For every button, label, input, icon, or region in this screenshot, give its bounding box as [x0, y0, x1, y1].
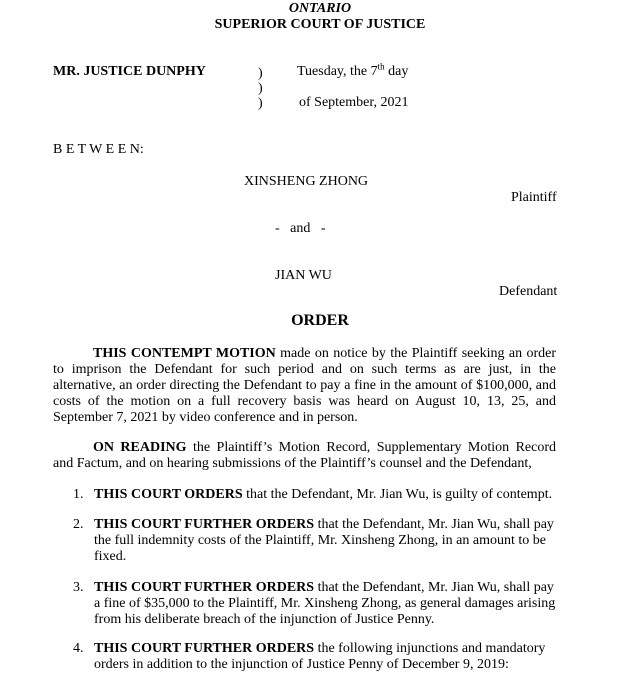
- date-suffix: day: [384, 64, 409, 79]
- plaintiff-name: XINSHENG ZHONG: [244, 174, 369, 189]
- order-item: [94, 580, 558, 628]
- motion-lead: THIS CONTEMPT MOTION: [93, 346, 276, 361]
- order-text: that the Defendant, Mr. Jian Wu, shall pay the full indemnity costs of the Plaintiff, Mr. Xinsheng Zhong, in an amount to be fixed.: [94, 517, 554, 564]
- motion-text: made on notice by the Plaintiff seeking an order to imprison the Defendant for such period and on such terms as are just, in the alternative, an order directing the Defendant to pay a fine in the amount of $100,000, and costs of the motion on a full recovery basis was heard on August 10, 13, 25, and September 7, 2021 by video conference and in person.: [53, 346, 556, 425]
- order-lead: THIS COURT FURTHER ORDERS: [94, 641, 315, 656]
- order-number: 4.: [73, 641, 84, 656]
- and-separator: - and -: [275, 221, 326, 236]
- order-item: [94, 517, 558, 565]
- hearing-date-line2: of September, 2021: [299, 95, 409, 110]
- caption-bracket: ): [258, 66, 263, 81]
- order-text: the following injunctions and mandatory orders in addition to the injunction of Justice Penny of December 9, 2019:: [94, 641, 546, 672]
- order-text: that the Defendant, Mr. Jian Wu, is guilty of contempt.: [242, 487, 553, 502]
- caption-bracket: ): [258, 81, 263, 96]
- reading-lead: ON READING: [93, 440, 187, 455]
- jurisdiction-heading: ONTARIO: [288, 1, 352, 16]
- caption-bracket: ): [258, 96, 263, 111]
- reading-paragraph: [53, 440, 556, 472]
- order-number: 1.: [73, 487, 84, 502]
- date-prefix: Tuesday, the 7: [297, 64, 378, 79]
- order-number: 3.: [73, 580, 84, 595]
- document-title: ORDER: [291, 312, 349, 329]
- reading-text: the Plaintiff’s Motion Record, Supplementary Motion Record and Factum, and on hearing submissions of the Plaintiff’s counsel and the Defendant,: [53, 440, 556, 471]
- order-text: that the Defendant, Mr. Jian Wu, shall pay a fine of $35,000 to the Plaintiff, Mr. Xinsheng Zhong, as general damages arising from his deliberate breach of the injunction of Justice Penny.: [94, 580, 556, 627]
- between-label: B E T W E E N:: [53, 142, 144, 157]
- order-item: [94, 487, 558, 503]
- hearing-date-line1: [297, 61, 409, 80]
- order-lead: THIS COURT ORDERS: [94, 487, 243, 502]
- motion-paragraph: [53, 346, 556, 426]
- defendant-role: Defendant: [499, 284, 558, 299]
- order-lead: THIS COURT FURTHER ORDERS: [94, 580, 315, 595]
- plaintiff-role: Plaintiff: [511, 190, 557, 205]
- order-item: [94, 641, 558, 673]
- order-lead: THIS COURT FURTHER ORDERS: [94, 517, 315, 532]
- date-ordinal: th: [377, 61, 385, 72]
- judge-name: MR. JUSTICE DUNPHY: [53, 64, 206, 79]
- defendant-name: JIAN WU: [275, 268, 332, 283]
- court-heading: SUPERIOR COURT OF JUSTICE: [214, 17, 426, 32]
- order-number: 2.: [73, 517, 84, 532]
